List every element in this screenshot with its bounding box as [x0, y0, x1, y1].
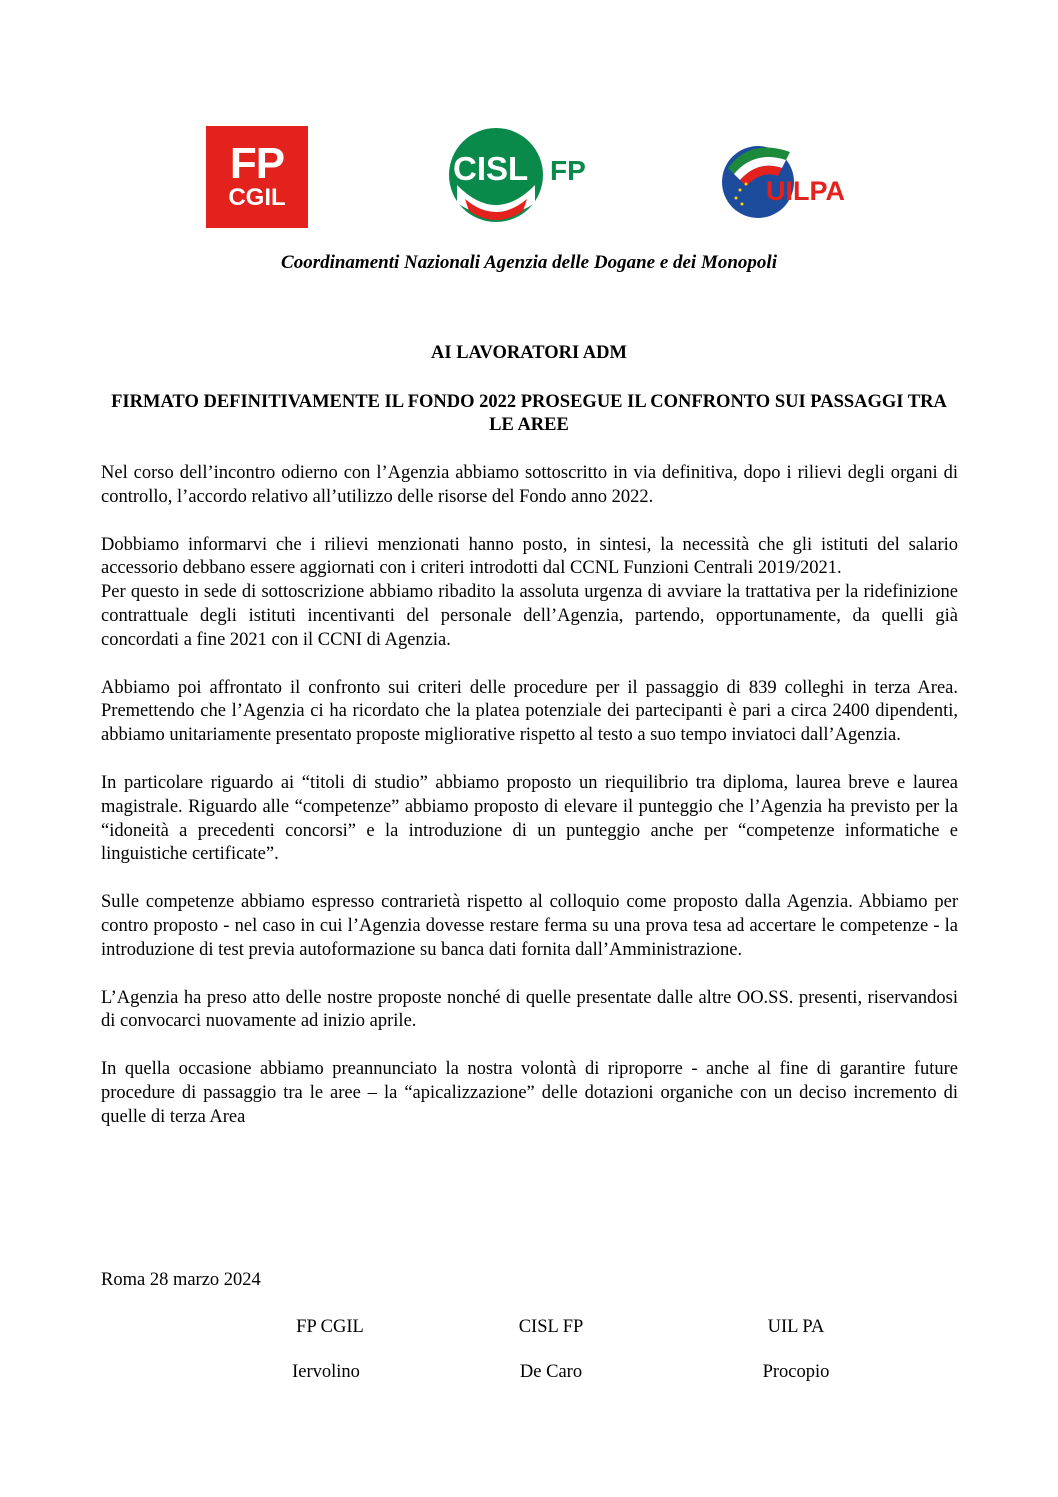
svg-text:UILPA: UILPA [766, 176, 845, 206]
paragraph-5: In particolare riguardo ai “titoli di studio” abbiamo proposto un riequilibrio tra diploma, laurea breve e laurea magistrale. Riguardo alle “competenze” abbiamo proposto di elevare il punteggio che l’Agenzia ha previsto per la “idoneità a precedenti concorsi” e la introduzione di un punteggio anche per “competenze informatiche e linguistiche certificate”. [101, 772, 958, 865]
paragraph-6: Sulle competenze abbiamo espresso contrarietà rispetto al colloquio come proposto dalla Agenzia. Abbiamo per contro proposto - nel caso in cui l’Agenzia dovesse restare ferma su una prova tesa ad accertare le competenze - la introduzione di test previa autoformazione su banca dati fornita dall’Amministrazione. [101, 892, 958, 960]
signatory-org-1: FP CGIL [296, 1317, 364, 1337]
paragraph-4: Abbiamo poi affrontato il confronto sui criteri delle procedure per il passaggio di 839 colleghi in terza Area. Premettendo che l’Agenzia ci ha ricordato che la platea potenziale dei partecipanti è pari a circa 2400 dipendenti, abbiamo unitariamente presentato proposte migliorative rispetto al testo a suo tempo inviatoci dall’Agenzia. [101, 677, 958, 746]
addressee-title: AI LAVORATORI ADM [431, 343, 627, 363]
fp-cgil-logo-line1: FP [229, 139, 285, 188]
signatory-org-2: CISL FP [518, 1317, 584, 1337]
fp-cgil-logo [206, 126, 308, 228]
document-date: Roma 28 marzo 2024 [101, 1270, 261, 1290]
uil-pa-logo [720, 138, 855, 220]
headline-title: FIRMATO DEFINITIVAMENTE IL FONDO 2022 PROSEGUE IL CONFRONTO SUI PASSAGGI TRA LE AREE [111, 392, 947, 435]
svg-text:CISL: CISL [453, 150, 529, 187]
paragraph-3: Per questo in sede di sottoscrizione abbiamo ribadito la assoluta urgenza di avviare la trattativa per la ridefinizione contrattuale degli istituti incentivanti del personale dell’Agenzia, partendo, opportunamente, da quelli già concordati a fine 2021 con il CCNI di Agenzia. [101, 582, 958, 650]
svg-text:FP: FP [550, 155, 586, 186]
uil-pa-logo-graphic [720, 138, 855, 220]
paragraph-8: In quella occasione abbiamo preannunciato la nostra volontà di riproporre - anche al fine di garantire future procedure di passaggio tra le aree – la “apicalizzazione” delle dotazioni organiche con un deciso incremento di quelle di terza Area [101, 1059, 958, 1127]
document-body [101, 462, 958, 1130]
cisl-fp-logo [447, 125, 595, 225]
paragraph-2: Dobbiamo informarvi che i rilievi menzionati hanno posto, in sintesi, la necessità che gli istituti del salario accessorio debbano essere aggiornati con i criteri introdotti dal CCNL Funzioni Centrali 2019/2021. [101, 534, 958, 579]
signatory-org-3: UIL PA [767, 1317, 825, 1337]
organization-heading: Coordinamenti Nazionali Agenzia delle Dogane e dei Monopoli [281, 252, 777, 273]
signatory-name-2: De Caro [519, 1362, 583, 1382]
fp-cgil-logo-line2: CGIL [228, 184, 286, 211]
cisl-fp-logo-graphic [447, 125, 595, 225]
signatory-name-1: Iervolino [292, 1362, 360, 1382]
signatory-name-3: Procopio [762, 1362, 830, 1382]
paragraph-7: L’Agenzia ha preso atto delle nostre proposte nonché di quelle presentate dalle altre OO.SS. presenti, riservandosi di convocarci nuovamente ad inizio aprile. [101, 987, 958, 1032]
paragraph-1: Nel corso dell’incontro odierno con l’Agenzia abbiamo sottoscritto in via definitiva, dopo i rilievi degli organi di controllo, l’accordo relativo all’utilizzo delle risorse del Fondo anno 2022. [101, 463, 958, 507]
